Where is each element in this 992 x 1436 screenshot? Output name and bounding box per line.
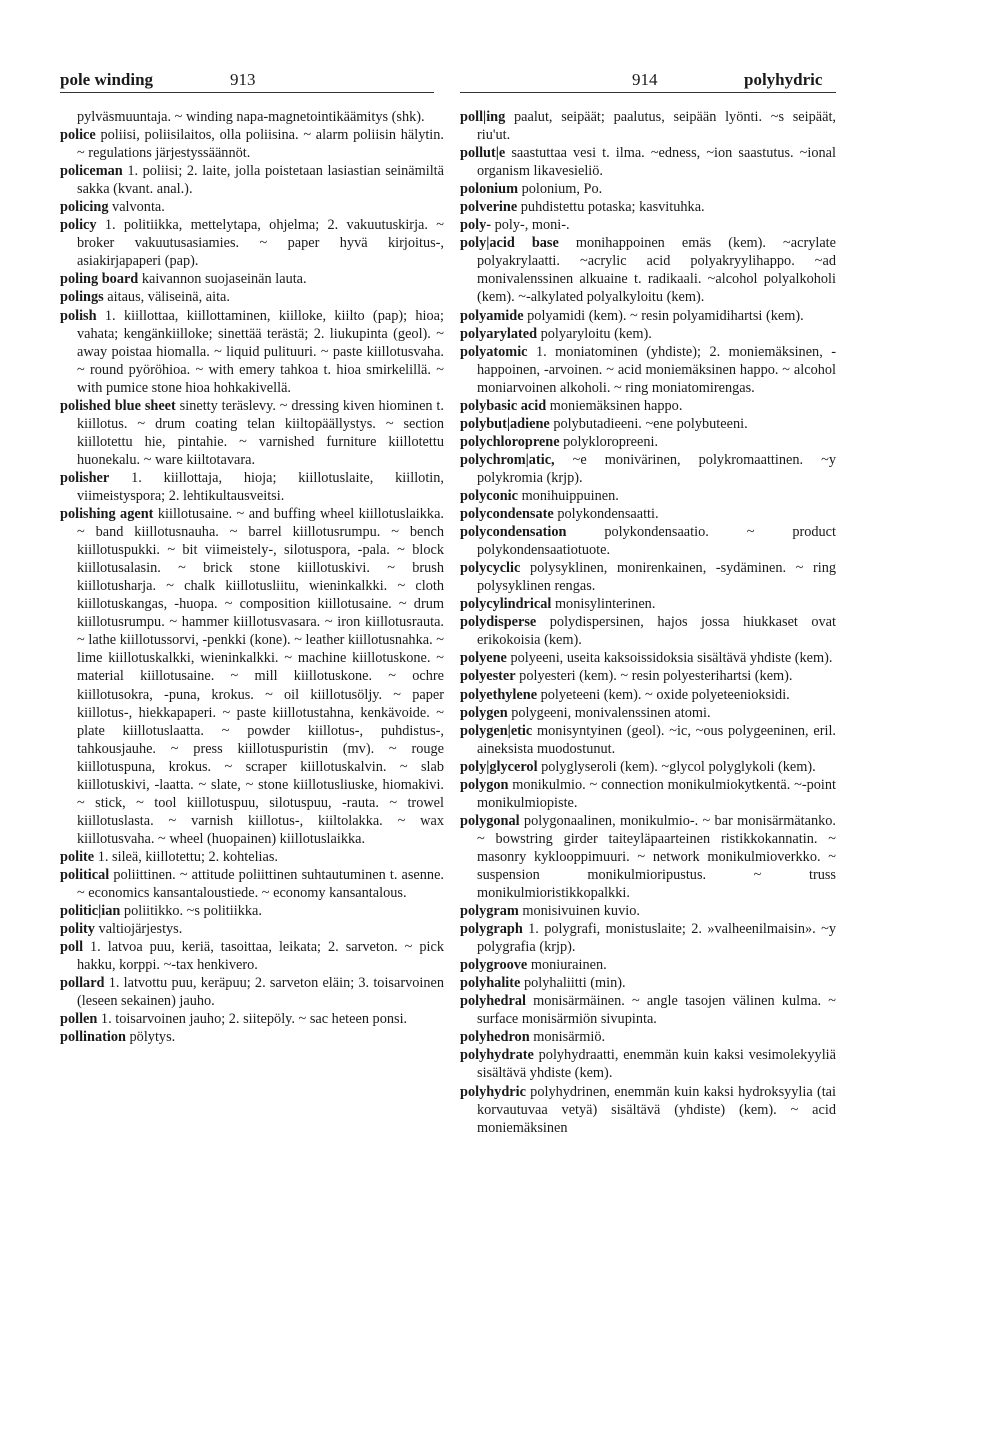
entry-definition: valtiojärjestys. <box>98 921 183 938</box>
dictionary-entry <box>460 198 836 216</box>
dictionary-entry <box>60 108 444 126</box>
entry-headword: polisher <box>60 469 110 486</box>
entry-headword: polygen|etic <box>460 722 533 739</box>
dictionary-entry <box>460 956 836 974</box>
entry-definition: valvonta. <box>112 199 165 216</box>
entry-headword: polyhydric <box>460 1083 526 1100</box>
entry-headword: polishing agent <box>60 506 154 523</box>
dictionary-entry <box>60 920 444 938</box>
entry-definition: monisivuinen kuvio. <box>522 903 640 920</box>
entry-headword: polyhalite <box>460 975 521 992</box>
entry-headword: pollard <box>60 975 105 992</box>
entry-definition: poliisi, poliisilaitos, olla poliisina. ~ alarm poliisin hälytin. ~ regulations järjestyssäännöt. <box>77 127 445 162</box>
entry-definition: polyhydraatti, enemmän kuin kaksi vesimolekyyliä sisältävä yhdiste (kem). <box>477 1047 836 1082</box>
entry-definition: 1. polygrafi, monistuslaite; 2. »valheenilmaisin». ~y polygrafia (krjp). <box>477 921 836 956</box>
entry-definition: polydispersinen, hajos jossa hiukkaset ovat erikokoisia (kem). <box>477 614 837 649</box>
entry-headword: poll <box>60 939 84 956</box>
entry-definition: 1. kiillottaa, kiillottaminen, kiilloke, kiilto (pap); hioa; vahata; kengänkiilloke; sinettää terästä; 2. liukupinta (geol). ~ away poistaa hiomalla. ~ liquid pulituuri. ~ paste kiillotusvaha. ~ round pyöröhioa. ~ with emery tahkoa t. hioa smirkelillä. ~ with pumice stone hioa hohkakivellä. <box>77 307 444 396</box>
entry-definition: ~e monivärinen, polykromaattinen. ~y polykromia (krjp). <box>477 451 836 486</box>
right-column <box>460 108 836 1137</box>
dictionary-entry <box>460 776 836 812</box>
dictionary-entry <box>460 505 836 523</box>
dictionary-entry <box>60 307 444 397</box>
dictionary-entry <box>60 397 444 469</box>
entry-headword: polonium <box>460 181 519 198</box>
dictionary-entry <box>460 451 836 487</box>
entry-definition: sinetty teräslevy. ~ dressing kiven hiominen t. kiillotus. ~ drum coating telan kiiltopäällystys. ~ section kiillotettu hie, pintahie. ~ varnished furniture kiillotettu huonekalu. ~ ware kiiltotavara. <box>77 397 444 468</box>
entry-definition: aitaus, väliseinä, aita. <box>107 289 230 306</box>
dictionary-entry <box>460 325 836 343</box>
entry-definition: polyeeni, useita kaksoissidoksia sisältävä yhdiste (kem). <box>510 650 833 667</box>
entry-definition: kiillotusaine. ~ and buffing wheel kiillotuslaikka. ~ band kiillotusnauha. ~ barrel kiillotusrumpu. ~ bench kiillotuspukki. ~ bit viimeistely-, silotuspora, -pala. ~ block kiillotusalasin. ~ brick stone kiillotuskivi. ~ brush kiillotusharja. ~ chalk kiillotusliitu, wieninkalkki. ~ cloth kiillotuskangas, -huopa. ~ composition kiillotusaine. ~ drum kiillotusrumpu. ~ hammer kiillotusvasara. ~ iron kiillotusrauta. ~ lathe kiillotussorvi, -penkki (kone). ~ leather kiillotusnahka. ~ lime kiillotuskalkki, wieninkalkki. ~ machine kiillotuskone. ~ material kiillotusaine. ~ mill kiillotuskone. ~ ochre kiillotusokra, -puna, krokus. ~ oil kiillotusöljy. ~ paper kiillotus-, hiekkapaperi. ~ paste kiillotustahna, kenkävoide. ~ plate kiillotuslaatta. ~ powder kiillotus-, puhdistus-, tahkousjauhe. ~ press kiillotuspuristin (mv). ~ rouge kiillotuspuna, krokus. ~ scraper kiillotuskalvin. ~ slab kiillotuskivi, -laatta. ~ slate, ~ stone kiillotusliuske, hiomakivi. ~ stick, ~ tool kiillotuspuu, silotuspuu, -rauta. ~ trowel kiillotuslasta. ~ varnish kiillotus-, kiiltolakka. ~ wax kiillotusvaha. ~ wheel (huopainen) kiillotuslaikka. <box>77 506 444 847</box>
dictionary-entry <box>60 469 444 505</box>
entry-headword: polished blue sheet <box>60 397 176 414</box>
entry-headword: polychrom|atic, <box>460 451 555 468</box>
entry-headword: polity <box>60 921 95 938</box>
entry-headword: polybut|adiene <box>460 415 550 432</box>
dictionary-entry <box>460 1083 836 1137</box>
entry-definition: 1. moniatominen (yhdiste); 2. moniemäksinen, -happoinen, -arvoinen. ~ acid moniemäksinen happo. ~ alcohol moniarvoinen alkoholi. ~ ring moniatomirengas. <box>477 343 836 396</box>
dictionary-entry <box>460 992 836 1028</box>
entry-definition: monikulmio. ~ connection monikulmiokytkentä. ~-point monikulmiopiste. <box>477 776 836 811</box>
dictionary-entry <box>60 848 444 866</box>
entry-definition: pölytys. <box>129 1029 176 1046</box>
dictionary-entry <box>60 126 444 162</box>
entry-headword: polygraph <box>460 921 523 938</box>
entry-definition: 1. latvottu puu, keräpuu; 2. sarveton eläin; 3. toisarvoinen (leseen sekainen) jauho. <box>77 975 445 1010</box>
entry-headword: polyhedron <box>460 1029 530 1046</box>
entry-headword: polygroove <box>460 957 528 974</box>
entry-headword: pollination <box>60 1029 126 1046</box>
dictionary-entry <box>460 1046 836 1082</box>
right-guide-word: polyhydric <box>744 70 823 89</box>
left-page-number: 913 <box>230 70 256 89</box>
entry-headword: politic|ian <box>60 903 121 920</box>
dictionary-entry <box>60 1028 444 1046</box>
entry-headword: poll|ing <box>460 109 506 125</box>
dictionary-entry <box>60 270 444 288</box>
entry-headword: policing <box>60 199 109 216</box>
entry-headword: polygonal <box>460 812 520 829</box>
entry-definition: moniurainen. <box>530 957 607 974</box>
dictionary-entry <box>60 974 444 1010</box>
dictionary-entry <box>460 559 836 595</box>
dictionary-entry <box>460 1028 836 1046</box>
entry-headword: polygram <box>460 903 519 920</box>
entry-definition: 1. politiikka, mettelytapa, ohjelma; 2. vakuutuskirja. ~ broker vakuutusasiamies. ~ paper hyvä kirjoitus-, asiakirjapaperi (pap). <box>77 217 445 270</box>
dictionary-entry <box>60 902 444 920</box>
entry-headword: polyene <box>460 650 507 667</box>
dictionary-entry <box>60 505 444 848</box>
entry-headword: pollen <box>60 1011 98 1028</box>
dictionary-entry <box>460 613 836 649</box>
entry-definition: polykondensaatti. <box>557 506 659 523</box>
entry-headword: polverine <box>460 199 518 216</box>
entry-headword: polyhydrate <box>460 1047 534 1064</box>
entry-headword: poly|acid base <box>460 235 559 252</box>
entry-headword: police <box>60 127 96 144</box>
entry-definition: 1. latvoa puu, keriä, tasoittaa, leikata; 2. sarveton. ~ pick hakku, korppi. ~-tax henkivero. <box>77 939 445 974</box>
entry-headword: polyarylated <box>460 325 538 342</box>
entry-definition: polykloropreeni. <box>563 433 659 450</box>
entry-definition: polyaryloitu (kem). <box>540 325 652 342</box>
dictionary-entry <box>460 902 836 920</box>
entry-headword: polyhedral <box>460 993 526 1010</box>
entry-definition: puhdistettu potaska; kasvituhka. <box>520 199 705 216</box>
entry-definition: polysyklinen, monirenkainen, -sydäminen. ~ ring polysyklinen rengas. <box>477 560 837 595</box>
dictionary-entry <box>460 343 836 397</box>
header-rule-left <box>60 92 434 93</box>
entry-definition: saastuttaa vesi t. ilma. ~edness, ~ion saastutus. ~ional organism likavesieliö. <box>477 145 837 180</box>
dictionary-entry <box>460 523 836 559</box>
entry-definition: monisyntyinen (geol). ~ic, ~ous polygeeninen, eril. aineksista muodostunut. <box>477 722 837 757</box>
entry-definition: poly-, moni-. <box>494 217 570 234</box>
left-column <box>60 108 444 1046</box>
entry-definition: paalut, seipäät; paalutus, seipään lyönti. ~s seipäät, riu'ut. <box>477 109 836 144</box>
entry-headword: polygon <box>460 776 509 793</box>
entry-headword: polygen <box>460 704 508 721</box>
entry-headword: polycylindrical <box>460 596 552 613</box>
entry-headword: polybasic acid <box>460 397 547 414</box>
dictionary-entry <box>60 1010 444 1028</box>
entry-definition: polyhydrinen, enemmän kuin kaksi hydroksyylia (tai korvautuvaa vetyä) sisältävä (yhdiste) (kem). ~ acid moniemäksinen <box>477 1083 836 1136</box>
dictionary-entry <box>460 704 836 722</box>
dictionary-entry <box>60 288 444 306</box>
entry-headword: poly- <box>460 217 491 234</box>
entry-definition: pylväsmuuntaja. ~ winding napa-magnetointikäämitys (shk). <box>77 109 425 125</box>
dictionary-entry <box>460 234 836 306</box>
header-rule-right <box>460 92 836 93</box>
entry-definition: monihuippuinen. <box>521 487 619 504</box>
entry-headword: polish <box>60 307 97 324</box>
entry-headword: pollut|e <box>460 145 506 162</box>
entry-definition: polykondensaatio. ~ product polykondensaatiotuote. <box>477 524 837 559</box>
entry-headword: polycyclic <box>460 560 521 577</box>
entry-definition: kaivannon suojaseinän lauta. <box>141 271 307 288</box>
entry-definition: polybutadieeni. ~ene polybuteeni. <box>553 415 748 432</box>
entry-headword: poling board <box>60 271 139 288</box>
entry-definition: 1. toisarvoinen jauho; 2. siitepöly. ~ sac heteen ponsi. <box>100 1011 408 1028</box>
dictionary-entry <box>460 144 836 180</box>
dictionary-entry <box>460 686 836 704</box>
dictionary-entry <box>460 415 836 433</box>
dictionary-entry <box>460 974 836 992</box>
entry-definition: monisylinterinen. <box>554 596 656 613</box>
dictionary-entry <box>60 216 444 270</box>
entry-headword: polyamide <box>460 307 524 324</box>
entry-definition: 1. kiillottaja, hioja; kiillotuslaite, kiillotin, viimeistyspora; 2. lehtikultausveitsi. <box>77 469 444 504</box>
entry-headword: polyester <box>460 668 516 685</box>
dictionary-entry <box>460 667 836 685</box>
dictionary-entry <box>460 216 836 234</box>
dictionary-entry <box>460 722 836 758</box>
entry-definition: polygeeni, monivalenssinen atomi. <box>511 704 711 721</box>
dictionary-entry <box>460 758 836 776</box>
entry-headword: polycondensation <box>460 524 567 541</box>
entry-headword: poly|glycerol <box>460 758 538 775</box>
dictionary-entry <box>460 812 836 902</box>
entry-definition: monihappoinen emäs (kem). ~acrylate polyakrylaatti. ~acrylic acid polyakryylihappo. ~ad monivalenssinen alkuaine t. radikaali. ~alcohol polyalkoholi (kem). ~-alkylated polyalkyloitu (kem). <box>477 235 837 306</box>
entry-headword: policy <box>60 217 97 234</box>
entry-headword: political <box>60 866 110 883</box>
entry-definition: polonium, Po. <box>521 181 603 198</box>
entry-definition: polyesteri (kem). ~ resin polyesterihartsi (kem). <box>519 668 793 685</box>
dictionary-entry <box>60 162 444 198</box>
entry-definition: poliitikko. ~s politiikka. <box>123 903 262 920</box>
entry-definition: polyglyseroli (kem). ~glycol polyglykoli (kem). <box>541 758 816 775</box>
dictionary-entry <box>460 108 836 144</box>
dictionary-entry <box>460 595 836 613</box>
entry-headword: policeman <box>60 163 123 180</box>
entry-headword: polyethylene <box>460 686 538 703</box>
entry-definition: poliittinen. ~ attitude poliittinen suhtautuminen t. asenne. ~ economics kansantaloustiede. ~ economy kansantalous. <box>77 866 444 902</box>
dictionary-entry <box>460 920 836 956</box>
entry-definition: 1. poliisi; 2. laite, jolla poistetaan lasiastian seinämiltä sakka (kvant. anal.). <box>77 163 445 198</box>
dictionary-entry <box>460 180 836 198</box>
left-guide-word: pole winding <box>60 70 154 89</box>
dictionary-entry <box>460 649 836 667</box>
entry-headword: polite <box>60 848 95 865</box>
entry-headword: polyconic <box>460 487 518 504</box>
entry-definition: 1. sileä, kiillotettu; 2. kohtelias. <box>97 848 279 865</box>
entry-headword: polings <box>60 289 104 306</box>
dictionary-entry <box>460 307 836 325</box>
entry-headword: polyatomic <box>460 343 528 360</box>
dictionary-entry <box>460 433 836 451</box>
dictionary-entry <box>460 487 836 505</box>
entry-definition: polyeteeni (kem). ~ oxide polyeteenioksidi. <box>540 686 790 703</box>
dictionary-entry <box>60 198 444 216</box>
entry-definition: monisärmiö. <box>533 1029 606 1046</box>
entry-definition: monisärmäinen. ~ angle tasojen välinen kulma. ~ surface monisärmiön sivupinta. <box>477 993 836 1028</box>
dictionary-entry <box>60 866 444 902</box>
entry-definition: moniemäksinen happo. <box>549 397 683 414</box>
right-page-number: 914 <box>632 70 658 89</box>
entry-definition: polygonaalinen, monikulmio-. ~ bar monisärmätanko. ~ bowstring girder taiteyläpaarteinen ristikkokannatin. ~ masonry kyklooppimuuri. ~ network monikulmioverkko. ~ suspension monikulmioripustus. ~ truss monikulmioristikkopalkki. <box>477 812 836 902</box>
dictionary-entry <box>60 938 444 974</box>
entry-definition: polyhaliitti (min). <box>523 975 626 992</box>
entry-definition: polyamidi (kem). ~ resin polyamidihartsi (kem). <box>527 307 804 324</box>
entry-headword: polychloroprene <box>460 433 560 450</box>
entry-headword: polydisperse <box>460 614 537 631</box>
dictionary-entry <box>460 397 836 415</box>
entry-headword: polycondensate <box>460 506 554 523</box>
